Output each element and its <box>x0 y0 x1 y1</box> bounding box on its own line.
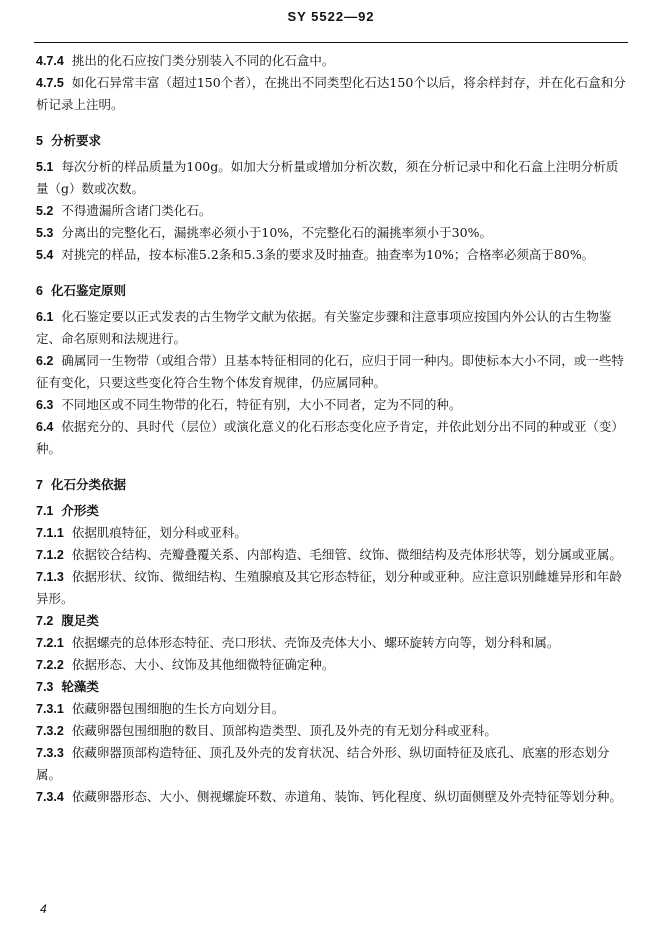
clause-4-7-4: 4.7.4 挑出的化石应按门类分别装入不同的化石盒中。 <box>36 53 335 68</box>
clause-7-3-4: 7.3.4 依藏卵器形态、大小、侧视螺旋环数、赤道角、装饰、钙化程度、纵切面侧壁及外壳特征等划分种。 <box>36 789 622 804</box>
clause-7-3-3: 7.3.3 依藏卵器顶部构造特征、顶孔及外壳的发育状况、结合外形、纵切面特征及底孔、底塞的形态划分属。 <box>36 745 610 782</box>
clause-5-1: 5.1 每次分析的样品质量为100g。如加大分析量或增加分析次数，须在分析记录中和化石盒上注明分析质量（g）数或次数。 <box>36 159 619 196</box>
document-body <box>36 50 628 808</box>
section-5-heading: 5 分析要求 <box>36 133 101 148</box>
clause-5-4: 5.4 对挑完的样品，按本标准5.2条和5.3条的要求及时抽查。抽查率为10%；合格率必须高于80%。 <box>36 247 595 262</box>
clause-4-7-5: 4.7.5 如化石异常丰富（超过150个者），在挑出不同类型化石达150个以后，将余样封存，并在化石盒和分析记录上注明。 <box>36 75 626 112</box>
clause-7-1-3: 7.1.3 依据形状、纹饰、微细结构、生殖腺痕及其它形态特征，划分种或亚种。应注意识别雌雄异形和年龄异形。 <box>36 569 622 606</box>
page-header <box>0 0 662 50</box>
clause-7-3-1: 7.3.1 依藏卵器包围细胞的生长方向划分目。 <box>36 701 285 716</box>
clause-5-2: 5.2 不得遗漏所含诸门类化石。 <box>36 203 212 218</box>
clause-7-3-2: 7.3.2 依藏卵器包围细胞的数目、顶部构造类型、顶孔及外壳的有无划分科或亚科。 <box>36 723 497 738</box>
subsection-7-1-heading: 7.1 介形类 <box>36 503 99 518</box>
clause-7-1-2: 7.1.2 依据铰合结构、壳瓣叠覆关系、内部构造、毛细管、纹饰、微细结构及壳体形状等，划分属或亚属。 <box>36 547 622 562</box>
section-6-heading: 6 化石鉴定原则 <box>36 283 126 298</box>
clause-6-2: 6.2 确属同一生物带（或组合带）且基本特征相同的化石，应归于同一种内。即使标本大小不同，或一些特征有变化，只要这些变化符合生物个体发育规律，仍应属同种。 <box>36 353 624 390</box>
standard-code: SY 5522—92 <box>287 9 375 24</box>
page-number: 4 <box>40 902 47 916</box>
clause-7-2-2: 7.2.2 依据形态、大小、纹饰及其他细微特征确定种。 <box>36 657 335 672</box>
header-divider <box>34 42 628 43</box>
clause-6-4: 6.4 依据充分的、具时代（层位）或演化意义的化石形态变化应予肯定，并依此划分出不同的种或亚（变）种。 <box>36 419 624 456</box>
clause-6-1: 6.1 化石鉴定要以正式发表的古生物学文献为依据。有关鉴定步骤和注意事项应按国内外公认的古生物鉴定、命名原则和法规进行。 <box>36 309 612 346</box>
clause-7-1-1: 7.1.1 依据肌痕特征，划分科或亚科。 <box>36 525 247 540</box>
section-7-heading: 7 化石分类依据 <box>36 477 126 492</box>
subsection-7-2-heading: 7.2 腹足类 <box>36 613 99 628</box>
clause-7-2-1: 7.2.1 依据螺壳的总体形态特征、壳口形状、壳饰及壳体大小、螺环旋转方向等，划分科和属。 <box>36 635 560 650</box>
clause-6-3: 6.3 不同地区或不同生物带的化石，特征有别，大小不同者，定为不同的种。 <box>36 397 462 412</box>
subsection-7-3-heading: 7.3 轮藻类 <box>36 679 99 694</box>
clause-5-3: 5.3 分离出的完整化石，漏挑率必须小于10%，不完整化石的漏挑率须小于30%。 <box>36 225 492 240</box>
